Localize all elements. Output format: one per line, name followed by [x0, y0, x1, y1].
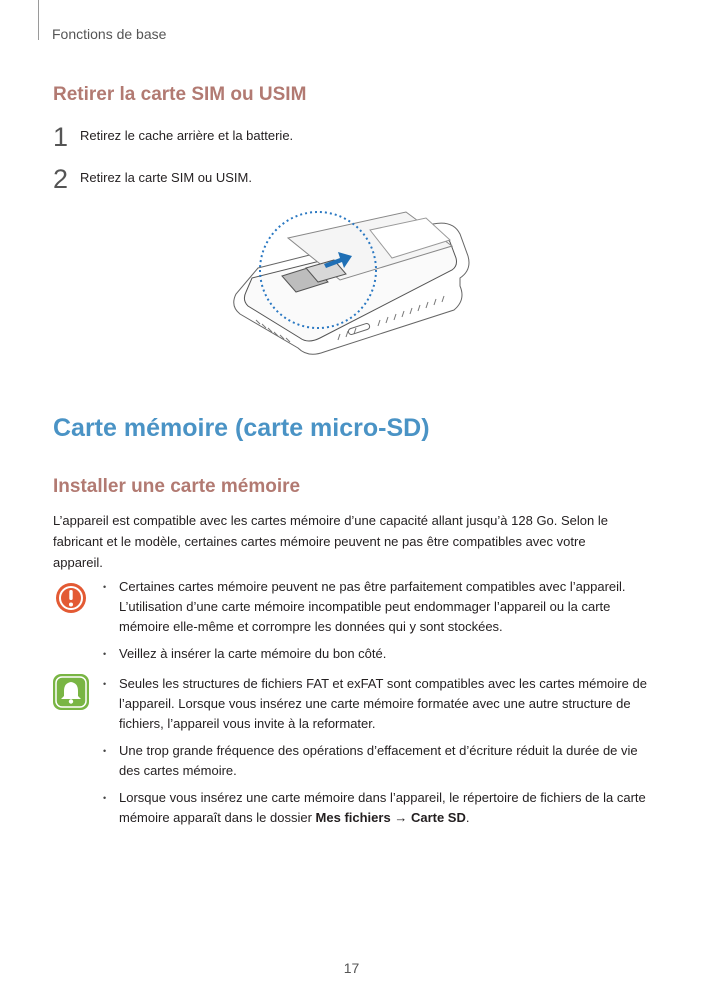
install-memory-card-heading: Installer une carte mémoire — [53, 476, 301, 497]
step-2 — [53, 164, 653, 198]
list-item: • Veillez à insérer la carte mémoire du bon côté. — [103, 644, 653, 664]
remove-sim-heading: Retirer la carte SIM ou USIM — [53, 84, 307, 105]
sim-removal-illustration — [228, 208, 478, 360]
list-item: • Certaines cartes mémoire peuvent ne pas être parfaitement compatibles avec l’appareil. L’utilisation d’une carte mémoire incompatible peut endommager l’appareil ou la carte mémoire elle-même et corrompre les données qui y sont stockées. — [103, 577, 653, 637]
period: . — [465, 810, 470, 825]
intro-paragraph: L’appareil est compatible avec les cartes mémoire d’une capacité allant jusqu’à 128 Go. Selon le fabricant et le modèle, certaines cartes mémoire peuvent ne pas être compatibles avec votre appareil. — [53, 513, 608, 570]
step-number: 1 — [53, 122, 69, 152]
list-item: • Seules les structures de fichiers FAT et exFAT sont compatibles avec les cartes mémoire de l’appareil. Lorsque vous insérez une carte mémoire formatée avec une autre structure de fichiers, l’appareil vous invite à la reformater. — [103, 674, 653, 734]
list-item-text: Lorsque vous insérez une carte mémoire dans l’appareil, le répertoire de fichiers de la carte mémoire apparaît dans le dossier — [119, 790, 646, 825]
memory-card-title: Carte mémoire (carte micro-SD) — [53, 414, 430, 442]
notification-bell-icon — [53, 674, 89, 710]
path-arrow: → — [394, 810, 408, 825]
target-name: Carte SD — [410, 810, 466, 825]
note-list — [103, 674, 653, 835]
list-item — [103, 788, 653, 828]
page-number: 17 — [343, 960, 360, 976]
step-text: Retirez la carte SIM ou USIM. — [80, 170, 252, 185]
folder-name: Mes fichiers — [315, 810, 391, 825]
step-number: 2 — [53, 164, 69, 194]
warning-icon — [53, 580, 89, 616]
warning-list — [103, 577, 653, 671]
list-item: • Une trop grande fréquence des opérations d’effacement et d’écriture réduit la durée de vie des cartes mémoire. — [103, 741, 653, 781]
running-header: Fonctions de base — [52, 26, 167, 42]
step-1 — [53, 122, 653, 156]
step-text: Retirez le cache arrière et la batterie. — [80, 128, 294, 143]
corner-rule — [38, 0, 39, 40]
